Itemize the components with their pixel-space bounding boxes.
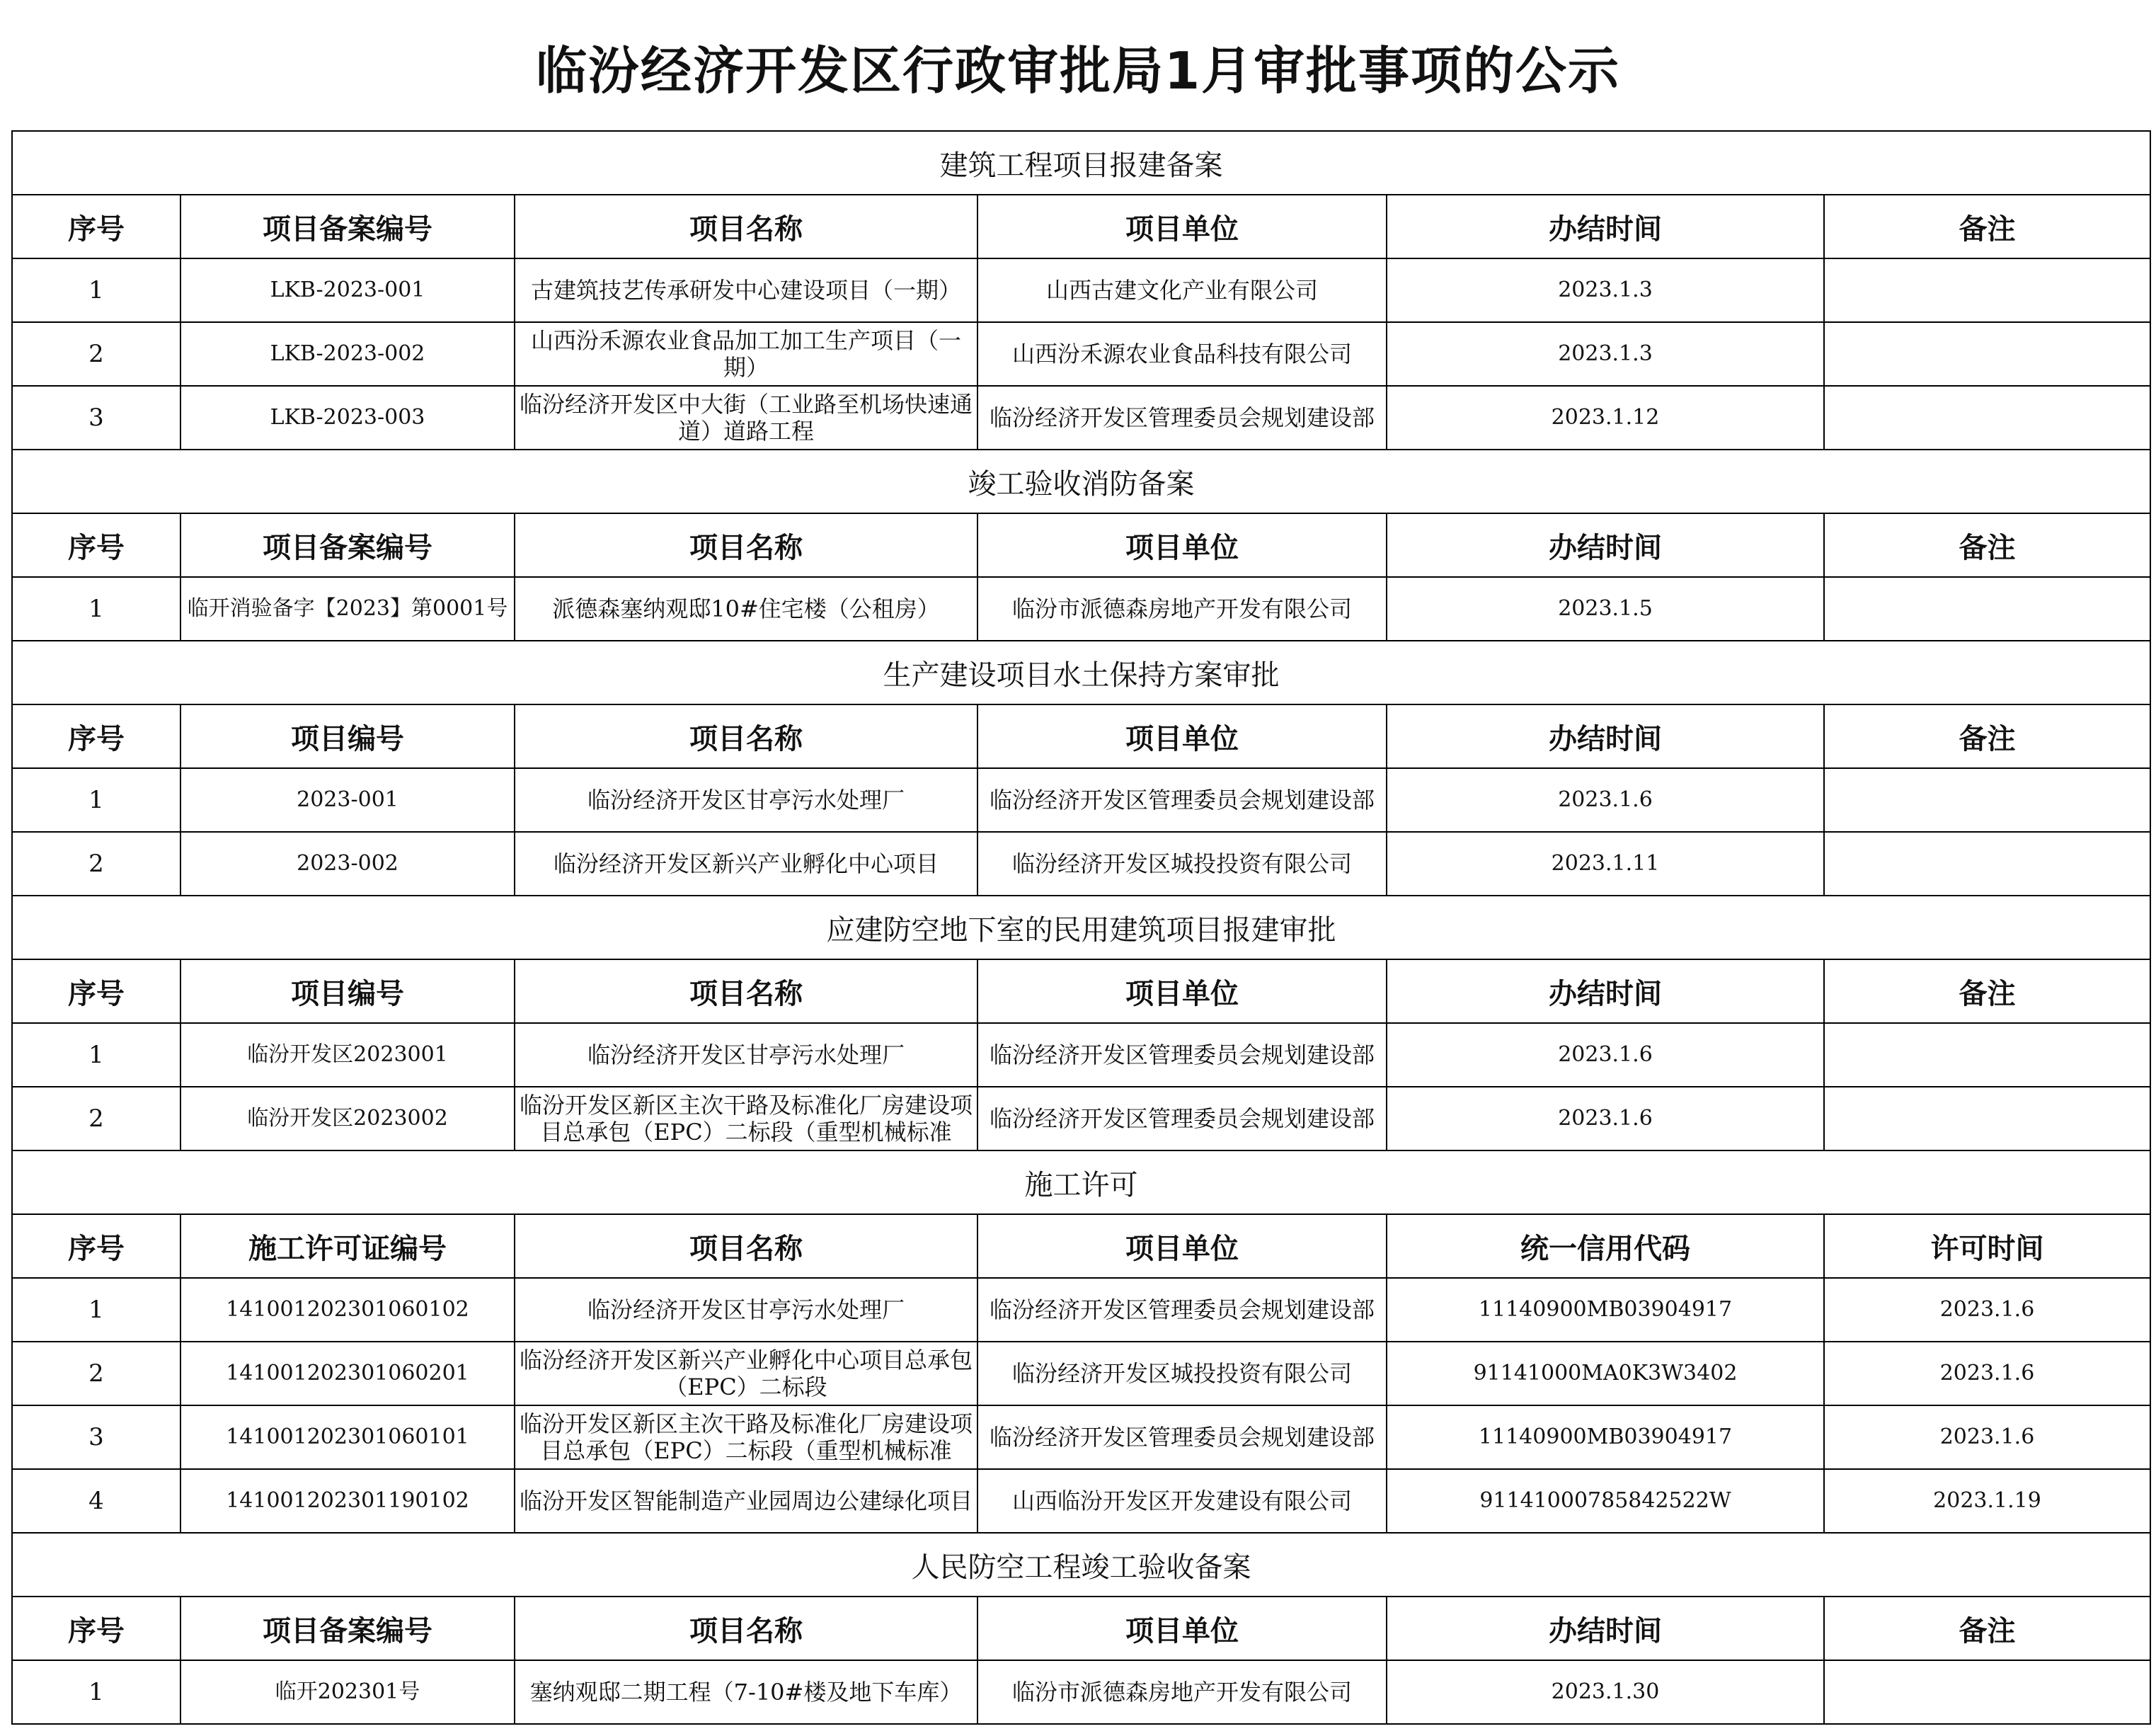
table-cell: 临汾经济开发区新兴产业孵化中心项目 <box>515 832 977 896</box>
column-header: 项目名称 <box>515 513 977 577</box>
table-row <box>12 258 2150 322</box>
column-header: 项目单位 <box>977 1214 1387 1278</box>
column-header: 项目单位 <box>977 704 1387 768</box>
table-row <box>12 1278 2150 1342</box>
table-cell: 2 <box>12 1342 180 1405</box>
table-cell: 1 <box>12 1023 180 1087</box>
table-row <box>12 386 2150 450</box>
column-header-row <box>12 704 2150 768</box>
table-cell: LKB-2023-001 <box>180 258 515 322</box>
table-cell: 临汾经济开发区管理委员会规划建设部 <box>977 1087 1387 1150</box>
table-cell: 1 <box>12 577 180 641</box>
table-cell: 山西临汾开发区开发建设有限公司 <box>977 1469 1387 1533</box>
column-header: 序号 <box>12 1214 180 1278</box>
table-row <box>12 1342 2150 1405</box>
table-cell: 4 <box>12 1469 180 1533</box>
column-header: 施工许可证编号 <box>180 1214 515 1278</box>
table-cell: 山西古建文化产业有限公司 <box>977 258 1387 322</box>
table-cell: 临汾经济开发区甘亭污水处理厂 <box>515 1023 977 1087</box>
column-header: 项目备案编号 <box>180 195 515 258</box>
table-cell: 临开202301号 <box>180 1660 515 1724</box>
table-cell: 141001202301060101 <box>180 1405 515 1469</box>
notice-table <box>11 130 2151 1725</box>
column-header: 项目编号 <box>180 959 515 1023</box>
section-heading-row <box>12 1150 2150 1214</box>
table-cell: 临汾市派德森房地产开发有限公司 <box>977 1660 1387 1724</box>
table-row <box>12 1660 2150 1724</box>
column-header: 项目名称 <box>515 1597 977 1660</box>
column-header: 项目备案编号 <box>180 513 515 577</box>
table-cell: 临汾经济开发区甘亭污水处理厂 <box>515 768 977 832</box>
table-cell <box>1824 768 2150 832</box>
column-header: 项目单位 <box>977 195 1387 258</box>
table-cell: 临汾经济开发区新兴产业孵化中心项目总承包（EPC）二标段 <box>515 1342 977 1405</box>
table-cell: 2023.1.3 <box>1387 258 1824 322</box>
table-row <box>12 1087 2150 1150</box>
table-cell: 2023-001 <box>180 768 515 832</box>
column-header: 序号 <box>12 195 180 258</box>
section-heading: 建筑工程项目报建备案 <box>12 131 2150 195</box>
column-header: 统一信用代码 <box>1387 1214 1824 1278</box>
table-cell: 临汾开发区智能制造产业园周边公建绿化项目 <box>515 1469 977 1533</box>
table-row <box>12 577 2150 641</box>
table-cell: 2023.1.30 <box>1387 1660 1824 1724</box>
table-cell: 11140900MB03904917 <box>1387 1278 1824 1342</box>
column-header: 办结时间 <box>1387 513 1824 577</box>
column-header-row <box>12 1597 2150 1660</box>
column-header: 项目编号 <box>180 704 515 768</box>
column-header: 备注 <box>1824 195 2150 258</box>
column-header: 项目备案编号 <box>180 1597 515 1660</box>
table-cell: 2023.1.6 <box>1387 1023 1824 1087</box>
column-header: 项目单位 <box>977 513 1387 577</box>
table-cell: 141001202301190102 <box>180 1469 515 1533</box>
section-heading-row <box>12 896 2150 959</box>
table-cell: 2023.1.6 <box>1387 1087 1824 1150</box>
table-cell: 2 <box>12 322 180 386</box>
table-cell: 141001202301060201 <box>180 1342 515 1405</box>
table-row <box>12 1023 2150 1087</box>
table-cell: 2023.1.6 <box>1824 1405 2150 1469</box>
column-header: 序号 <box>12 513 180 577</box>
column-header-row <box>12 195 2150 258</box>
table-cell: 临汾经济开发区管理委员会规划建设部 <box>977 386 1387 450</box>
column-header: 项目单位 <box>977 959 1387 1023</box>
table-row <box>12 1469 2150 1533</box>
table-cell: 2023.1.3 <box>1387 322 1824 386</box>
table-cell: 派德森塞纳观邸10#住宅楼（公租房） <box>515 577 977 641</box>
table-cell: 11140900MB03904917 <box>1387 1405 1824 1469</box>
table-cell: 91141000785842522W <box>1387 1469 1824 1533</box>
column-header: 项目名称 <box>515 195 977 258</box>
table-cell: 2023.1.11 <box>1387 832 1824 896</box>
column-header: 项目单位 <box>977 1597 1387 1660</box>
table-cell: LKB-2023-002 <box>180 322 515 386</box>
column-header: 许可时间 <box>1824 1214 2150 1278</box>
page-title: 临汾经济开发区行政审批局1月审批事项的公示 <box>535 41 1621 101</box>
column-header-row <box>12 1214 2150 1278</box>
table-cell <box>1824 577 2150 641</box>
table-cell: 1 <box>12 1278 180 1342</box>
table-cell: 临汾经济开发区城投投资有限公司 <box>977 1342 1387 1405</box>
table-cell: 91141000MA0K3W3402 <box>1387 1342 1824 1405</box>
section-heading: 人民防空工程竣工验收备案 <box>12 1533 2150 1597</box>
table-cell: 2 <box>12 1087 180 1150</box>
table-cell: 临汾经济开发区管理委员会规划建设部 <box>977 1023 1387 1087</box>
table-cell: 临汾开发区2023001 <box>180 1023 515 1087</box>
column-header-row <box>12 959 2150 1023</box>
table-cell: 2023.1.5 <box>1387 577 1824 641</box>
table-cell: 2023.1.6 <box>1824 1278 2150 1342</box>
section-heading-row <box>12 450 2150 513</box>
table-row <box>12 832 2150 896</box>
table-cell <box>1824 1023 2150 1087</box>
table-cell: 3 <box>12 1405 180 1469</box>
table-cell: 山西汾禾源农业食品科技有限公司 <box>977 322 1387 386</box>
column-header: 备注 <box>1824 959 2150 1023</box>
column-header: 办结时间 <box>1387 1597 1824 1660</box>
section-heading: 施工许可 <box>12 1150 2150 1214</box>
column-header: 序号 <box>12 704 180 768</box>
table-row <box>12 322 2150 386</box>
column-header: 办结时间 <box>1387 195 1824 258</box>
table-cell: 临汾经济开发区城投投资有限公司 <box>977 832 1387 896</box>
table-cell: 临汾开发区新区主次干路及标准化厂房建设项目总承包（EPC）二标段（重型机械标准 <box>515 1087 977 1150</box>
table-cell: 2023.1.6 <box>1387 768 1824 832</box>
table-cell: 2023-002 <box>180 832 515 896</box>
column-header: 备注 <box>1824 704 2150 768</box>
table-cell: 2023.1.19 <box>1824 1469 2150 1533</box>
table-cell: 塞纳观邸二期工程（7-10#楼及地下车库） <box>515 1660 977 1724</box>
section-heading: 生产建设项目水土保持方案审批 <box>12 641 2150 704</box>
table-cell: 2023.1.6 <box>1824 1342 2150 1405</box>
table-cell: 临汾市派德森房地产开发有限公司 <box>977 577 1387 641</box>
table-row <box>12 1405 2150 1469</box>
column-header: 项目名称 <box>515 1214 977 1278</box>
section-heading-row <box>12 641 2150 704</box>
column-header: 项目名称 <box>515 704 977 768</box>
table-cell: 3 <box>12 386 180 450</box>
table-cell: 临汾经济开发区管理委员会规划建设部 <box>977 1405 1387 1469</box>
table-cell <box>1824 1087 2150 1150</box>
column-header: 办结时间 <box>1387 704 1824 768</box>
column-header: 备注 <box>1824 513 2150 577</box>
column-header: 序号 <box>12 1597 180 1660</box>
table-cell: 临汾开发区2023002 <box>180 1087 515 1150</box>
table-cell <box>1824 832 2150 896</box>
table-cell: 1 <box>12 258 180 322</box>
column-header-row <box>12 513 2150 577</box>
section-heading: 应建防空地下室的民用建筑项目报建审批 <box>12 896 2150 959</box>
table-cell: 1 <box>12 768 180 832</box>
table-cell <box>1824 258 2150 322</box>
table-cell: 临汾经济开发区管理委员会规划建设部 <box>977 1278 1387 1342</box>
table-cell: 古建筑技艺传承研发中心建设项目（一期） <box>515 258 977 322</box>
column-header: 备注 <box>1824 1597 2150 1660</box>
section-heading-row <box>12 131 2150 195</box>
table-cell: 2023.1.12 <box>1387 386 1824 450</box>
table-cell: 141001202301060102 <box>180 1278 515 1342</box>
table-cell: LKB-2023-003 <box>180 386 515 450</box>
table-cell <box>1824 1660 2150 1724</box>
table-cell <box>1824 322 2150 386</box>
column-header: 项目名称 <box>515 959 977 1023</box>
table-cell: 临汾经济开发区中大街（工业路至机场快速通道）道路工程 <box>515 386 977 450</box>
table-cell: 2 <box>12 832 180 896</box>
column-header: 办结时间 <box>1387 959 1824 1023</box>
column-header: 序号 <box>12 959 180 1023</box>
table-row <box>12 768 2150 832</box>
section-heading: 竣工验收消防备案 <box>12 450 2150 513</box>
table-cell: 1 <box>12 1660 180 1724</box>
table-cell <box>1824 386 2150 450</box>
table-cell: 临汾经济开发区甘亭污水处理厂 <box>515 1278 977 1342</box>
table-cell: 临汾经济开发区管理委员会规划建设部 <box>977 768 1387 832</box>
section-heading-row <box>12 1533 2150 1597</box>
table-cell: 山西汾禾源农业食品加工加工生产项目（一期） <box>515 322 977 386</box>
table-cell: 临汾开发区新区主次干路及标准化厂房建设项目总承包（EPC）二标段（重型机械标准 <box>515 1405 977 1469</box>
table-cell: 临开消验备字【2023】第0001号 <box>180 577 515 641</box>
